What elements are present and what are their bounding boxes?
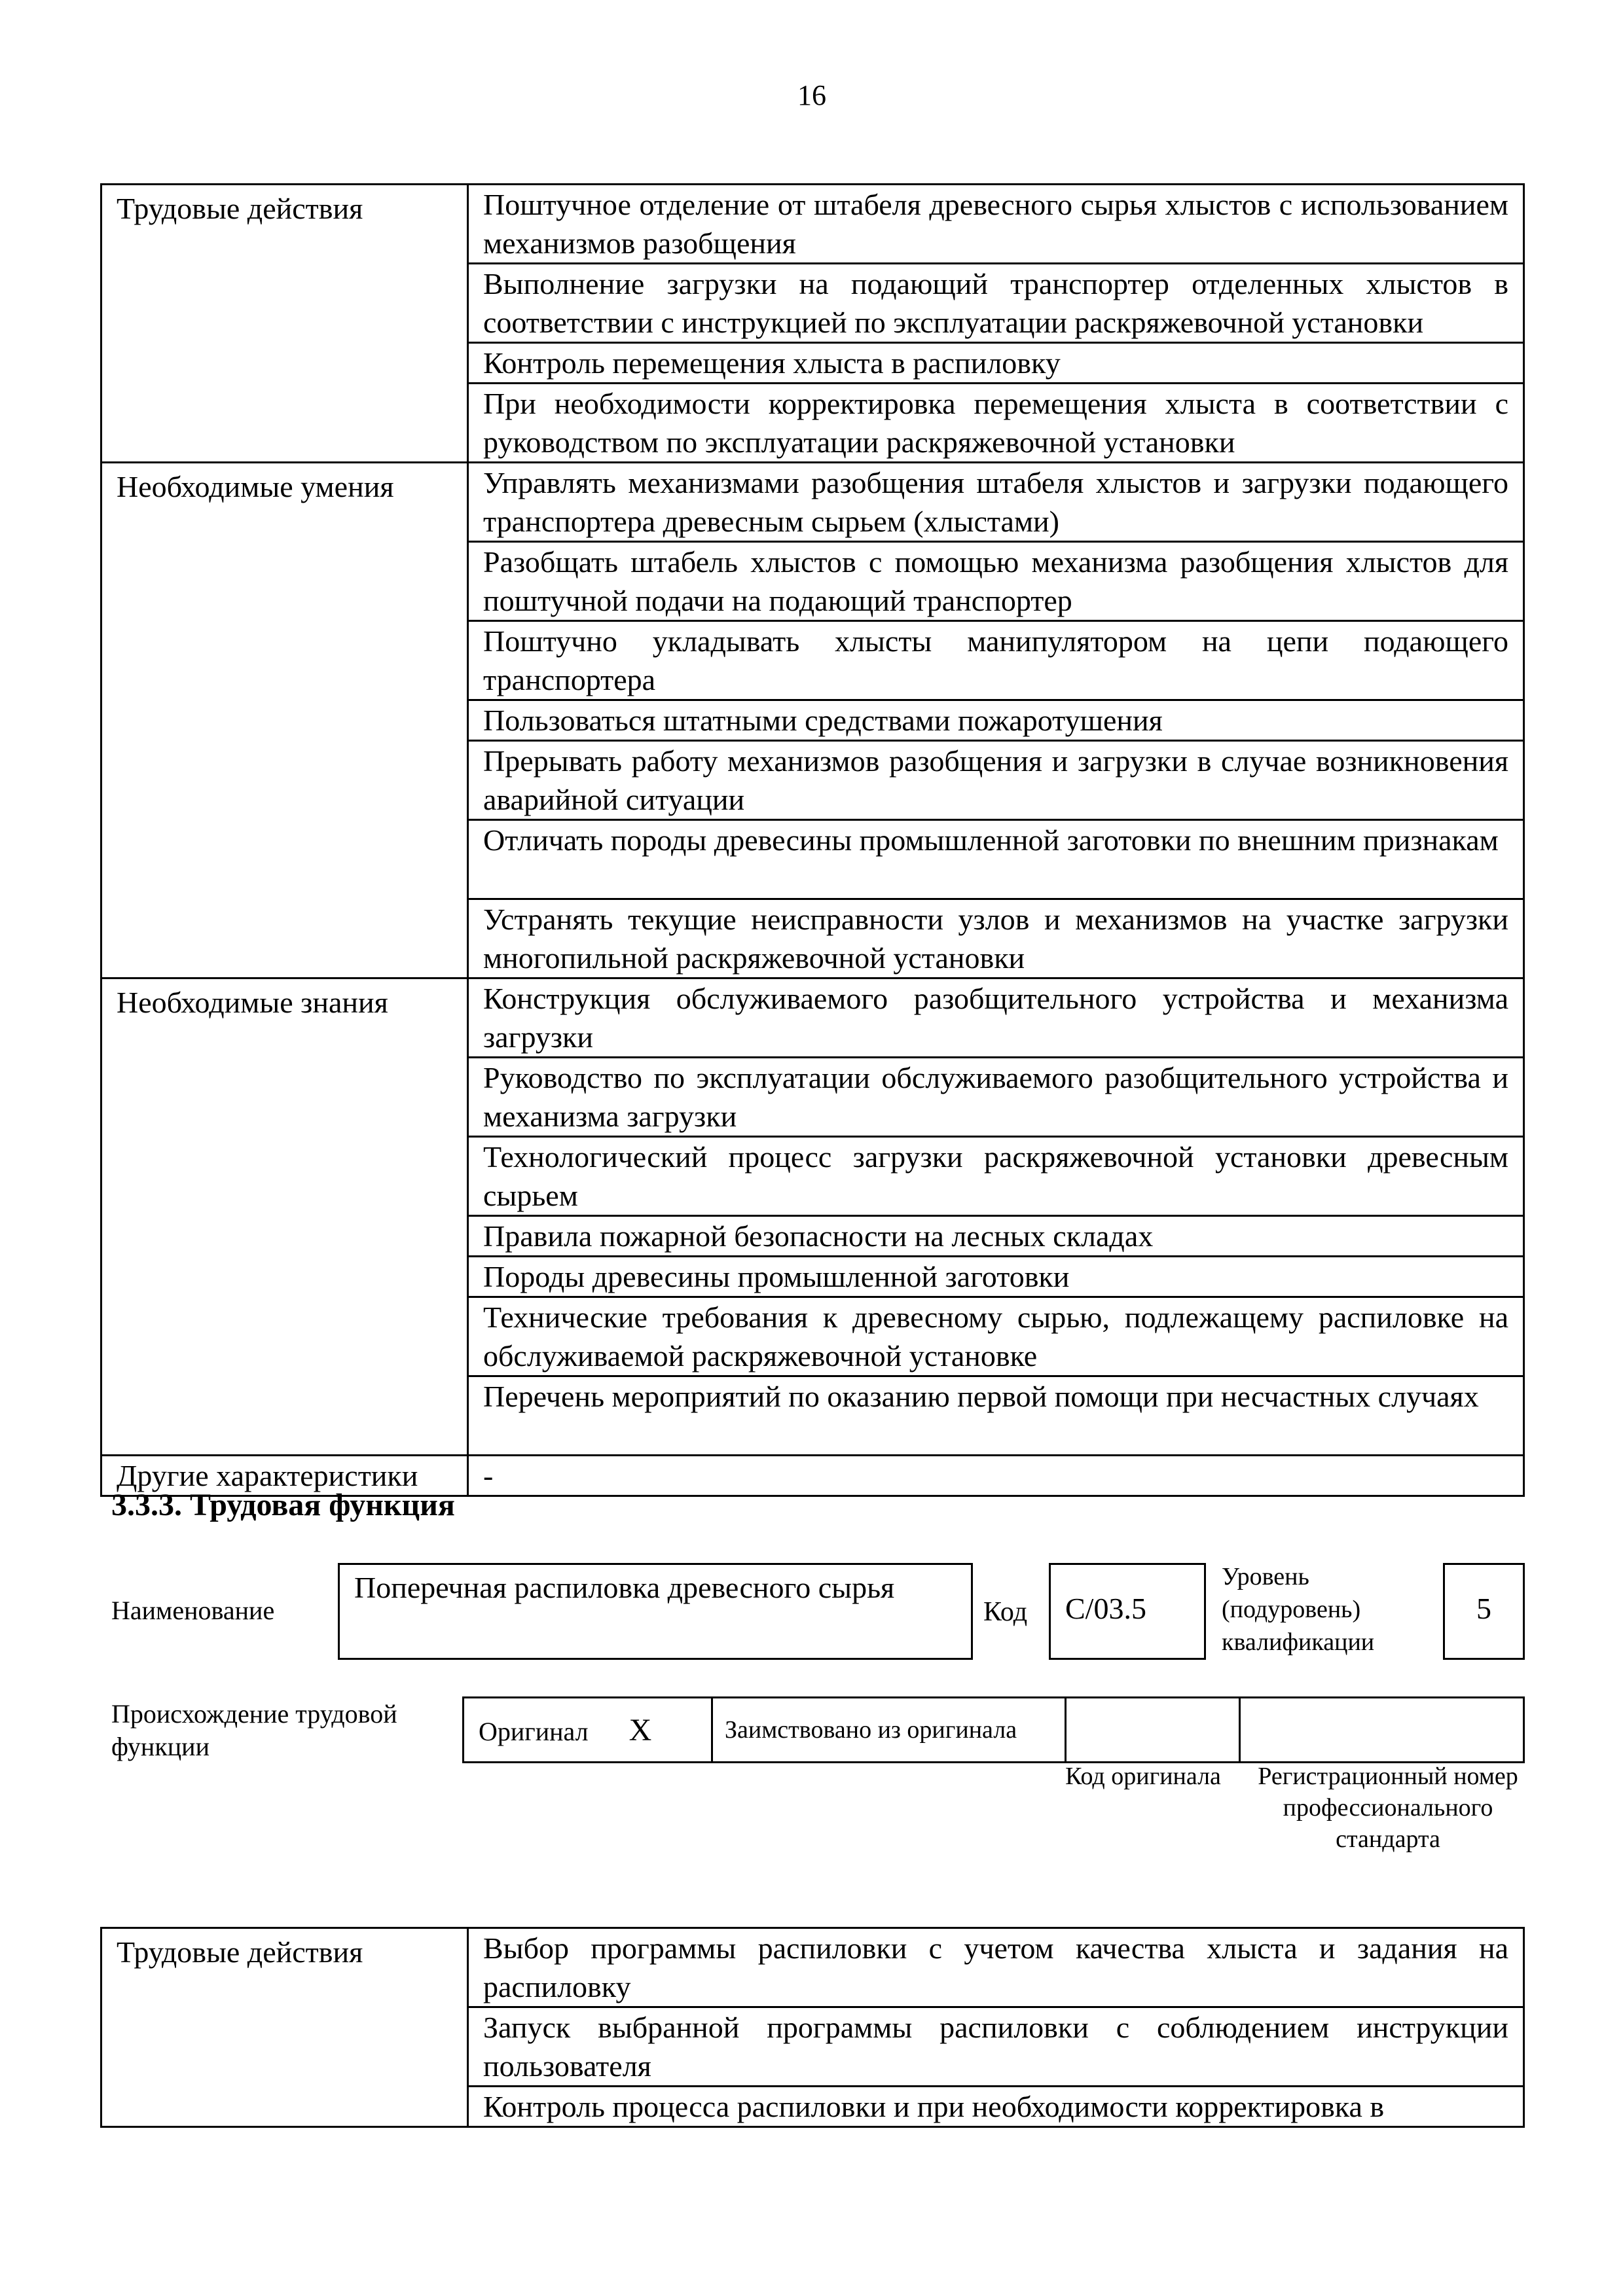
table-cell: Отличать породы древесины промышленной заготовки по внешним признакам <box>468 820 1524 899</box>
table-cell: Технические требования к древесному сырью, подлежащему распиловке на обслуживаемой раскряжевочной установке <box>468 1297 1524 1376</box>
table-cell: Прерывать работу механизмов разобщения и загрузки в случае возникновения аварийной ситуации <box>468 741 1524 820</box>
original-code-cell <box>1066 1698 1240 1763</box>
level-label-line: (подуровень) <box>1222 1596 1361 1623</box>
table-row <box>101 978 1524 1058</box>
section-title: 3.3.3. Трудовая функция <box>111 1488 455 1522</box>
category-labour-actions: Трудовые действия <box>101 1928 468 2127</box>
qualification-level-box: 5 <box>1443 1563 1525 1660</box>
table-cell: Выбор программы распиловки с учетом качества хлыста и задания на распиловку <box>468 1928 1524 2007</box>
name-label: Наименование <box>111 1596 275 1625</box>
borrowed-cell: Заимствовано из оригинала <box>712 1698 1066 1763</box>
table-cell: Разобщать штабель хлыстов с помощью механизма разобщения хлыстов для поштучной подачи на подающий транспортер <box>468 542 1524 621</box>
qualification-level-label <box>1222 1560 1392 1659</box>
table-row <box>464 1698 1524 1763</box>
original-mark: X <box>629 1712 652 1748</box>
level-label-line: Уровень <box>1222 1563 1309 1590</box>
table-cell: Управлять механизмами разобщения штабеля хлыстов и загрузки подающего транспортера древесным сырьем (хлыстами) <box>468 463 1524 542</box>
table-cell: Выполнение загрузки на подающий транспортер отделенных хлыстов в соответствии с инструкцией по эксплуатации раскряжевочной установки <box>468 264 1524 343</box>
table-row <box>101 185 1524 264</box>
category-required-knowledge: Необходимые знания <box>101 978 468 1456</box>
page-number: 16 <box>797 79 826 111</box>
table-row <box>101 463 1524 542</box>
table-cell: Правила пожарной безопасности на лесных складах <box>468 1216 1524 1257</box>
function-name-box: Поперечная распиловка древесного сырья <box>338 1563 973 1660</box>
table-cell: - <box>468 1456 1524 1496</box>
table-cell: Руководство по эксплуатации обслуживаемого разобщительного устройства и механизма загрузки <box>468 1058 1524 1137</box>
category-other-characteristics: Другие характеристики <box>101 1456 468 1496</box>
table-cell: При необходимости корректировка перемещения хлыста в соответствии с руководством по эксплуатации раскряжевочной установки <box>468 384 1524 463</box>
level-label-line: квалификации <box>1222 1628 1375 1656</box>
table-cell: Поштучное отделение от штабеля древесного сырья хлыстов с использованием механизмов разобщения <box>468 185 1524 264</box>
table-cell: Конструкция обслуживаемого разобщительного устройства и механизма загрузки <box>468 978 1524 1058</box>
function-code-box: C/03.5 <box>1049 1563 1206 1660</box>
original-label: Оригинал <box>479 1716 589 1746</box>
category-required-skills: Необходимые умения <box>101 463 468 978</box>
table-row <box>101 1928 1524 2007</box>
table-cell: Запуск выбранной программы распиловки с соблюдением инструкции пользователя <box>468 2007 1524 2087</box>
labour-function-table-2 <box>100 1927 1525 2128</box>
table-cell: Перечень мероприятий по оказанию первой помощи при несчастных случаях <box>468 1376 1524 1456</box>
table-cell: Поштучно укладывать хлысты манипулятором на цепи подающего транспортера <box>468 621 1524 700</box>
code-label: Код <box>983 1597 1028 1627</box>
labour-function-table-1 <box>100 183 1525 1497</box>
registration-number-cell <box>1240 1698 1524 1763</box>
table-cell: Контроль процесса распиловки и при необходимости корректировка в <box>468 2087 1524 2127</box>
original-code-caption: Код оригинала <box>1065 1763 1221 1790</box>
table-cell: Устранять текущие неисправности узлов и механизмов на участке загрузки многопильной раскряжевочной установки <box>468 899 1524 978</box>
origin-label: Происхождение трудовой функции <box>111 1699 397 1761</box>
origin-table <box>462 1696 1525 1763</box>
table-cell: Технологический процесс загрузки раскряжевочной установки древесным сырьем <box>468 1137 1524 1216</box>
registration-number-caption: Регистрационный номер профессионального стандарта <box>1258 1763 1518 1853</box>
table-cell: Пользоваться штатными средствами пожаротушения <box>468 700 1524 741</box>
table-cell: Контроль перемещения хлыста в распиловку <box>468 343 1524 384</box>
original-cell <box>464 1698 712 1763</box>
table-cell: Породы древесины промышленной заготовки <box>468 1257 1524 1297</box>
category-labour-actions: Трудовые действия <box>101 185 468 463</box>
